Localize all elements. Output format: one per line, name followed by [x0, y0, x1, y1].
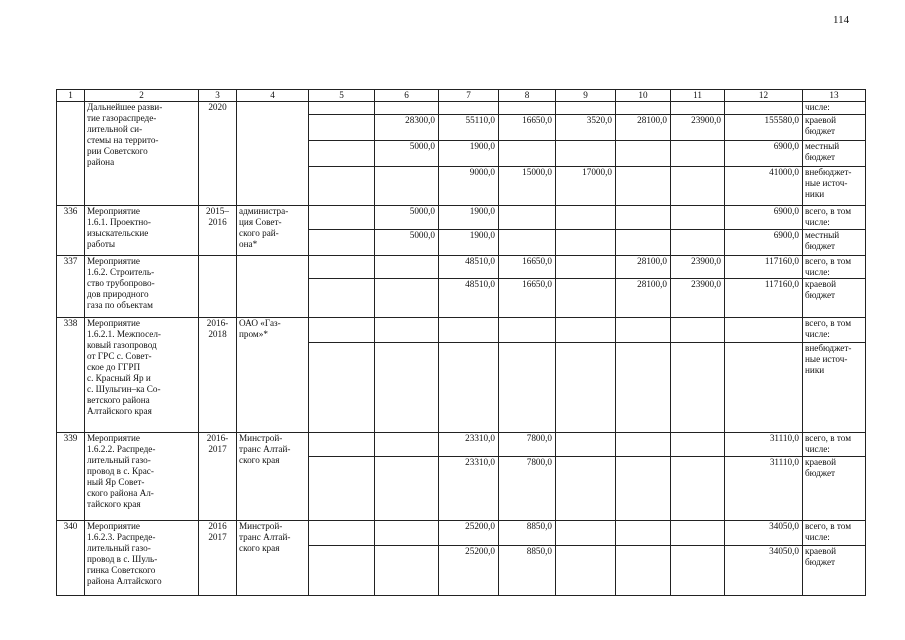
cell-c12: 155580,0 — [725, 115, 803, 141]
cell-c9: 17000,0 — [556, 167, 616, 206]
cell-c12: 41000,0 — [725, 167, 803, 206]
cell-c6 — [375, 167, 439, 206]
cell-c8: 16650,0 — [499, 256, 556, 279]
cell-c6 — [375, 279, 439, 318]
cell-c11 — [671, 318, 725, 343]
funding-source: краевой бюджет — [803, 457, 866, 521]
cell-c11: 23900,0 — [671, 256, 725, 279]
row-number: 340 — [57, 521, 85, 596]
cell-c10 — [616, 433, 671, 457]
cell-c5 — [309, 141, 375, 167]
cell-c8 — [499, 230, 556, 256]
cell-c9 — [556, 433, 616, 457]
cell-c12: 31110,0 — [725, 433, 803, 457]
cell-c7: 9000,0 — [439, 167, 499, 206]
cell-c9 — [556, 141, 616, 167]
cell-c5 — [309, 343, 375, 433]
cell-c9 — [556, 102, 616, 115]
cell-c8: 16650,0 — [499, 115, 556, 141]
cell-c11 — [671, 167, 725, 206]
cell-c7: 1900,0 — [439, 206, 499, 230]
cell-c5 — [309, 457, 375, 521]
cell-c9 — [556, 318, 616, 343]
cell-c8 — [499, 343, 556, 433]
cell-c10 — [616, 318, 671, 343]
cell-c7: 55110,0 — [439, 115, 499, 141]
table-row — [57, 318, 866, 343]
executor: администра- ция Совет- ского рай- она* — [237, 206, 309, 256]
cell-c10 — [616, 206, 671, 230]
page-number: 114 — [833, 14, 850, 26]
row-number: 339 — [57, 433, 85, 521]
activity-name: Мероприятие 1.6.2.1. Межпосел- ковый газопровод от ГРС с. Совет- ское до ГГРП с. Красный Яр и с. Шульгин–ка Со- ветского района Алтайского края — [85, 318, 199, 433]
activity-name: Мероприятие 1.6.2.3. Распреде- лительный газо- провод в с. Шуль- гинка Советского района Алтайского — [85, 521, 199, 596]
cell-c7: 1900,0 — [439, 230, 499, 256]
cell-c5 — [309, 521, 375, 546]
cell-c5 — [309, 318, 375, 343]
cell-c9 — [556, 256, 616, 279]
table-row — [57, 256, 866, 279]
cell-c6 — [375, 457, 439, 521]
cell-c11 — [671, 206, 725, 230]
cell-c6 — [375, 521, 439, 546]
cell-c10 — [616, 167, 671, 206]
cell-c11 — [671, 141, 725, 167]
cell-c11 — [671, 102, 725, 115]
years: 2016- 2017 — [199, 433, 237, 521]
funding-source: внебюджет- ные источ- ники — [803, 343, 866, 433]
cell-c5 — [309, 102, 375, 115]
funding-source: всего, в том числе: — [803, 433, 866, 457]
cell-c12: 6900,0 — [725, 230, 803, 256]
cell-c8 — [499, 102, 556, 115]
cell-c8 — [499, 206, 556, 230]
cell-c10 — [616, 457, 671, 521]
years: 2016 2017 — [199, 521, 237, 596]
cell-c6 — [375, 318, 439, 343]
funding-source: краевой бюджет — [803, 115, 866, 141]
cell-c6: 5000,0 — [375, 230, 439, 256]
cell-c9: 3520,0 — [556, 115, 616, 141]
cell-c8: 8850,0 — [499, 546, 556, 596]
cell-c6 — [375, 546, 439, 596]
funding-source: всего, в том числе: — [803, 318, 866, 343]
funding-source: краевой бюджет — [803, 279, 866, 318]
cell-c7: 25200,0 — [439, 546, 499, 596]
col-header-4: 4 — [237, 90, 309, 102]
cell-c8 — [499, 318, 556, 343]
executor — [237, 256, 309, 318]
col-header-5: 5 — [309, 90, 375, 102]
cell-c10 — [616, 141, 671, 167]
cell-c8: 7800,0 — [499, 433, 556, 457]
cell-c8: 8850,0 — [499, 521, 556, 546]
cell-c5 — [309, 546, 375, 596]
cell-c12: 31110,0 — [725, 457, 803, 521]
cell-c5 — [309, 230, 375, 256]
cell-c10 — [616, 521, 671, 546]
executor: Минстрой- транс Алтай- ского края — [237, 521, 309, 596]
cell-c7: 23310,0 — [439, 457, 499, 521]
col-header-11: 11 — [671, 90, 725, 102]
col-header-10: 10 — [616, 90, 671, 102]
col-header-8: 8 — [499, 90, 556, 102]
cell-c10 — [616, 546, 671, 596]
cell-c7: 23310,0 — [439, 433, 499, 457]
cell-c7 — [439, 343, 499, 433]
table-row — [57, 102, 866, 115]
table-row — [57, 206, 866, 230]
cell-c12: 6900,0 — [725, 141, 803, 167]
col-header-3: 3 — [199, 90, 237, 102]
cell-c12: 6900,0 — [725, 206, 803, 230]
cell-c11 — [671, 433, 725, 457]
activity-name: Дальнейшее разви- тие газораспреде- лительной си- стемы на террито- рии Советского района — [85, 102, 199, 206]
col-header-1: 1 — [57, 90, 85, 102]
cell-c9 — [556, 279, 616, 318]
funding-source: местный бюджет — [803, 230, 866, 256]
col-header-6: 6 — [375, 90, 439, 102]
cell-c7 — [439, 318, 499, 343]
cell-c9 — [556, 546, 616, 596]
cell-c6 — [375, 102, 439, 115]
funding-source: всего, в том числе: — [803, 521, 866, 546]
cell-c11 — [671, 546, 725, 596]
row-number: 336 — [57, 206, 85, 256]
cell-c6 — [375, 256, 439, 279]
cell-c11 — [671, 343, 725, 433]
cell-c5 — [309, 256, 375, 279]
cell-c5 — [309, 279, 375, 318]
cell-c12: 117160,0 — [725, 279, 803, 318]
funding-source: числе: — [803, 102, 866, 115]
executor: Минстрой- транс Алтай- ского края — [237, 433, 309, 521]
cell-c10 — [616, 230, 671, 256]
cell-c9 — [556, 457, 616, 521]
cell-c10 — [616, 102, 671, 115]
cell-c12: 34050,0 — [725, 521, 803, 546]
cell-c12 — [725, 318, 803, 343]
cell-c10: 28100,0 — [616, 256, 671, 279]
cell-c9 — [556, 206, 616, 230]
funding-source: всего, в том числе: — [803, 206, 866, 230]
activity-name: Мероприятие 1.6.2.2. Распреде- лительный газо- провод в с. Крас- ный Яр Совет- ского района Ал- тайского края — [85, 433, 199, 521]
executor — [237, 102, 309, 206]
cell-c6 — [375, 433, 439, 457]
cell-c7: 48510,0 — [439, 279, 499, 318]
cell-c12 — [725, 102, 803, 115]
cell-c5 — [309, 167, 375, 206]
cell-c12: 117160,0 — [725, 256, 803, 279]
activity-name: Мероприятие 1.6.1. Проектно- изыскательские работы — [85, 206, 199, 256]
cell-c12: 34050,0 — [725, 546, 803, 596]
cell-c11 — [671, 521, 725, 546]
cell-c9 — [556, 343, 616, 433]
cell-c7 — [439, 102, 499, 115]
cell-c5 — [309, 206, 375, 230]
cell-c6: 5000,0 — [375, 206, 439, 230]
cell-c9 — [556, 521, 616, 546]
activity-name: Мероприятие 1.6.2. Строитель- ство трубопрово- дов природного газа по объектам — [85, 256, 199, 318]
cell-c9 — [556, 230, 616, 256]
cell-c8: 16650,0 — [499, 279, 556, 318]
cell-c12 — [725, 343, 803, 433]
col-header-9: 9 — [556, 90, 616, 102]
cell-c6 — [375, 343, 439, 433]
cell-c5 — [309, 433, 375, 457]
funding-source: краевой бюджет — [803, 546, 866, 596]
col-header-2: 2 — [85, 90, 199, 102]
cell-c5 — [309, 115, 375, 141]
cell-c11: 23900,0 — [671, 279, 725, 318]
years: 2020 — [199, 102, 237, 206]
years: 2016- 2018 — [199, 318, 237, 433]
cell-c10: 28100,0 — [616, 279, 671, 318]
col-header-12: 12 — [725, 90, 803, 102]
cell-c8: 7800,0 — [499, 457, 556, 521]
funding-source: внебюджет- ные источ- ники — [803, 167, 866, 206]
cell-c8: 15000,0 — [499, 167, 556, 206]
cell-c7: 25200,0 — [439, 521, 499, 546]
row-number: 337 — [57, 256, 85, 318]
budget-table — [56, 89, 866, 596]
cell-c11 — [671, 457, 725, 521]
row-number — [57, 102, 85, 206]
funding-source: всего, в том числе: — [803, 256, 866, 279]
column-number-row — [57, 90, 866, 102]
cell-c6: 28300,0 — [375, 115, 439, 141]
years: 2015– 2016 — [199, 206, 237, 256]
executor: ОАО «Газ- пром»* — [237, 318, 309, 433]
table-row — [57, 521, 866, 546]
table-row — [57, 433, 866, 457]
years — [199, 256, 237, 318]
cell-c11 — [671, 230, 725, 256]
col-header-7: 7 — [439, 90, 499, 102]
col-header-13: 13 — [803, 90, 866, 102]
cell-c7: 1900,0 — [439, 141, 499, 167]
cell-c10 — [616, 343, 671, 433]
cell-c10: 28100,0 — [616, 115, 671, 141]
cell-c7: 48510,0 — [439, 256, 499, 279]
cell-c6: 5000,0 — [375, 141, 439, 167]
row-number: 338 — [57, 318, 85, 433]
cell-c8 — [499, 141, 556, 167]
cell-c11: 23900,0 — [671, 115, 725, 141]
funding-source: местный бюджет — [803, 141, 866, 167]
